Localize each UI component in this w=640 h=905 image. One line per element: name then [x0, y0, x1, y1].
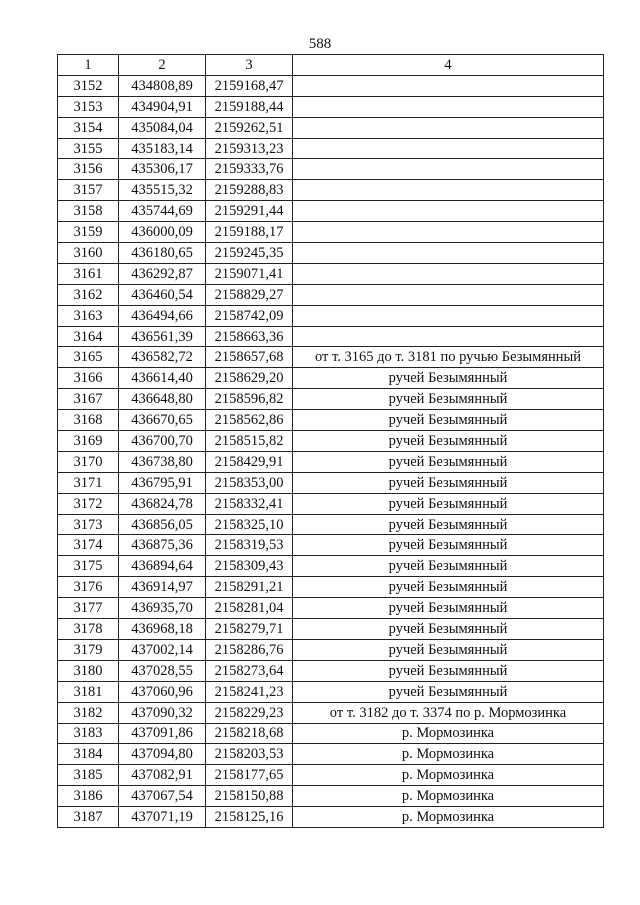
coordinates-table: [57, 54, 604, 828]
point-number-cell: 3158: [58, 201, 119, 222]
x-coordinate-cell: 436180,65: [119, 243, 206, 264]
table-row: [58, 243, 604, 264]
y-coordinate-cell: 2158229,23: [206, 702, 293, 723]
point-number-cell: 3175: [58, 556, 119, 577]
point-number-cell: 3166: [58, 368, 119, 389]
point-number-cell: 3168: [58, 410, 119, 431]
table-row: [58, 493, 604, 514]
point-number-cell: 3179: [58, 639, 119, 660]
table-row: [58, 180, 604, 201]
description-cell: р. Мормозинка: [293, 744, 604, 765]
y-coordinate-cell: 2159262,51: [206, 117, 293, 138]
table-row: [58, 159, 604, 180]
point-number-cell: 3153: [58, 96, 119, 117]
y-coordinate-cell: 2158353,00: [206, 472, 293, 493]
y-coordinate-cell: 2158319,53: [206, 535, 293, 556]
x-coordinate-cell: 436738,80: [119, 451, 206, 472]
table-body: [58, 55, 604, 828]
description-cell: ручей Безымянный: [293, 660, 604, 681]
x-coordinate-cell: 436935,70: [119, 598, 206, 619]
y-coordinate-cell: 2159313,23: [206, 138, 293, 159]
point-number-cell: 3176: [58, 577, 119, 598]
description-cell: [293, 138, 604, 159]
point-number-cell: 3163: [58, 305, 119, 326]
y-coordinate-cell: 2159245,35: [206, 243, 293, 264]
description-cell: [293, 305, 604, 326]
description-cell: ручей Безымянный: [293, 577, 604, 598]
x-coordinate-cell: 437060,96: [119, 681, 206, 702]
y-coordinate-cell: 2158663,36: [206, 326, 293, 347]
point-number-cell: 3186: [58, 786, 119, 807]
x-coordinate-cell: 437094,80: [119, 744, 206, 765]
y-coordinate-cell: 2158515,82: [206, 431, 293, 452]
table-row: [58, 368, 604, 389]
y-coordinate-cell: 2158218,68: [206, 723, 293, 744]
point-number-cell: 3172: [58, 493, 119, 514]
page-number: 588: [308, 36, 332, 52]
y-coordinate-cell: 2158657,68: [206, 347, 293, 368]
table-row: [58, 639, 604, 660]
table-row: [58, 347, 604, 368]
y-coordinate-cell: 2158332,41: [206, 493, 293, 514]
table-row: [58, 451, 604, 472]
table-row: [58, 765, 604, 786]
x-coordinate-cell: 435306,17: [119, 159, 206, 180]
table-row: [58, 577, 604, 598]
x-coordinate-cell: 437002,14: [119, 639, 206, 660]
description-cell: ручей Безымянный: [293, 410, 604, 431]
x-coordinate-cell: 437028,55: [119, 660, 206, 681]
description-cell: ручей Безымянный: [293, 681, 604, 702]
y-coordinate-cell: 2158281,04: [206, 598, 293, 619]
table-row: [58, 598, 604, 619]
x-coordinate-cell: 436460,54: [119, 284, 206, 305]
table-row: [58, 96, 604, 117]
x-coordinate-cell: 436561,39: [119, 326, 206, 347]
description-cell: [293, 96, 604, 117]
table-row: [58, 117, 604, 138]
description-cell: [293, 243, 604, 264]
point-number-cell: 3155: [58, 138, 119, 159]
y-coordinate-cell: 2158309,43: [206, 556, 293, 577]
point-number-cell: 3187: [58, 807, 119, 828]
x-coordinate-cell: 436700,70: [119, 431, 206, 452]
table-row: [58, 702, 604, 723]
table-row: [58, 514, 604, 535]
y-coordinate-cell: 2158241,23: [206, 681, 293, 702]
y-coordinate-cell: 2158429,91: [206, 451, 293, 472]
table-row: [58, 222, 604, 243]
description-cell: [293, 222, 604, 243]
x-coordinate-cell: 437082,91: [119, 765, 206, 786]
description-cell: [293, 180, 604, 201]
x-coordinate-cell: 437067,54: [119, 786, 206, 807]
point-number-cell: 3152: [58, 75, 119, 96]
x-coordinate-cell: 437071,19: [119, 807, 206, 828]
table-row: [58, 201, 604, 222]
table-row: [58, 138, 604, 159]
x-coordinate-cell: 436670,65: [119, 410, 206, 431]
y-coordinate-cell: 2158286,76: [206, 639, 293, 660]
description-cell: [293, 117, 604, 138]
description-cell: ручей Безымянный: [293, 389, 604, 410]
column-header-1: 1: [58, 55, 119, 76]
x-coordinate-cell: 434904,91: [119, 96, 206, 117]
x-coordinate-cell: 436856,05: [119, 514, 206, 535]
description-cell: ручей Безымянный: [293, 639, 604, 660]
table-row: [58, 786, 604, 807]
y-coordinate-cell: 2159188,17: [206, 222, 293, 243]
point-number-cell: 3160: [58, 243, 119, 264]
x-coordinate-cell: 434808,89: [119, 75, 206, 96]
point-number-cell: 3167: [58, 389, 119, 410]
x-coordinate-cell: 436795,91: [119, 472, 206, 493]
point-number-cell: 3180: [58, 660, 119, 681]
table-row: [58, 660, 604, 681]
y-coordinate-cell: 2158562,86: [206, 410, 293, 431]
point-number-cell: 3162: [58, 284, 119, 305]
point-number-cell: 3181: [58, 681, 119, 702]
x-coordinate-cell: 436824,78: [119, 493, 206, 514]
description-cell: [293, 326, 604, 347]
table-header-row: [58, 55, 604, 76]
y-coordinate-cell: 2159071,41: [206, 263, 293, 284]
point-number-cell: 3182: [58, 702, 119, 723]
y-coordinate-cell: 2158125,16: [206, 807, 293, 828]
y-coordinate-cell: 2159168,47: [206, 75, 293, 96]
x-coordinate-cell: 436614,40: [119, 368, 206, 389]
table-row: [58, 410, 604, 431]
point-number-cell: 3154: [58, 117, 119, 138]
point-number-cell: 3170: [58, 451, 119, 472]
x-coordinate-cell: 437090,32: [119, 702, 206, 723]
column-header-3: 3: [206, 55, 293, 76]
y-coordinate-cell: 2158273,64: [206, 660, 293, 681]
table-row: [58, 389, 604, 410]
description-cell: ручей Безымянный: [293, 514, 604, 535]
point-number-cell: 3165: [58, 347, 119, 368]
x-coordinate-cell: 436648,80: [119, 389, 206, 410]
description-cell: [293, 284, 604, 305]
description-cell: ручей Безымянный: [293, 598, 604, 619]
y-coordinate-cell: 2158325,10: [206, 514, 293, 535]
x-coordinate-cell: 435183,14: [119, 138, 206, 159]
point-number-cell: 3173: [58, 514, 119, 535]
x-coordinate-cell: 436292,87: [119, 263, 206, 284]
description-cell: [293, 201, 604, 222]
point-number-cell: 3169: [58, 431, 119, 452]
description-cell: ручей Безымянный: [293, 451, 604, 472]
y-coordinate-cell: 2159291,44: [206, 201, 293, 222]
y-coordinate-cell: 2158279,71: [206, 619, 293, 640]
x-coordinate-cell: 435084,04: [119, 117, 206, 138]
table-row: [58, 681, 604, 702]
point-number-cell: 3171: [58, 472, 119, 493]
x-coordinate-cell: 436494,66: [119, 305, 206, 326]
y-coordinate-cell: 2158596,82: [206, 389, 293, 410]
description-cell: р. Мормозинка: [293, 765, 604, 786]
description-cell: от т. 3165 до т. 3181 по ручью Безымянный: [293, 347, 604, 368]
table-row: [58, 535, 604, 556]
description-cell: ручей Безымянный: [293, 472, 604, 493]
table-row: [58, 75, 604, 96]
table-row: [58, 431, 604, 452]
x-coordinate-cell: 436875,36: [119, 535, 206, 556]
point-number-cell: 3185: [58, 765, 119, 786]
y-coordinate-cell: 2158291,21: [206, 577, 293, 598]
table-row: [58, 284, 604, 305]
point-number-cell: 3183: [58, 723, 119, 744]
x-coordinate-cell: 435515,32: [119, 180, 206, 201]
x-coordinate-cell: 436968,18: [119, 619, 206, 640]
point-number-cell: 3177: [58, 598, 119, 619]
y-coordinate-cell: 2159333,76: [206, 159, 293, 180]
table-row: [58, 326, 604, 347]
table-row: [58, 744, 604, 765]
y-coordinate-cell: 2158150,88: [206, 786, 293, 807]
description-cell: [293, 75, 604, 96]
table-row: [58, 619, 604, 640]
column-header-2: 2: [119, 55, 206, 76]
description-cell: от т. 3182 до т. 3374 по р. Мормозинка: [293, 702, 604, 723]
y-coordinate-cell: 2158829,27: [206, 284, 293, 305]
table-row: [58, 263, 604, 284]
x-coordinate-cell: 436894,64: [119, 556, 206, 577]
table-row: [58, 472, 604, 493]
point-number-cell: 3164: [58, 326, 119, 347]
description-cell: ручей Безымянный: [293, 368, 604, 389]
table-row: [58, 723, 604, 744]
x-coordinate-cell: 435744,69: [119, 201, 206, 222]
table-row: [58, 305, 604, 326]
point-number-cell: 3156: [58, 159, 119, 180]
point-number-cell: 3157: [58, 180, 119, 201]
description-cell: ручей Безымянный: [293, 493, 604, 514]
point-number-cell: 3174: [58, 535, 119, 556]
point-number-cell: 3184: [58, 744, 119, 765]
x-coordinate-cell: 436914,97: [119, 577, 206, 598]
description-cell: [293, 159, 604, 180]
point-number-cell: 3161: [58, 263, 119, 284]
x-coordinate-cell: 437091,86: [119, 723, 206, 744]
y-coordinate-cell: 2159188,44: [206, 96, 293, 117]
description-cell: ручей Безымянный: [293, 619, 604, 640]
description-cell: ручей Безымянный: [293, 431, 604, 452]
description-cell: ручей Безымянный: [293, 556, 604, 577]
column-header-4: 4: [293, 55, 604, 76]
x-coordinate-cell: 436582,72: [119, 347, 206, 368]
y-coordinate-cell: 2158203,53: [206, 744, 293, 765]
description-cell: р. Мормозинка: [293, 723, 604, 744]
description-cell: р. Мормозинка: [293, 807, 604, 828]
point-number-cell: 3159: [58, 222, 119, 243]
point-number-cell: 3178: [58, 619, 119, 640]
y-coordinate-cell: 2159288,83: [206, 180, 293, 201]
x-coordinate-cell: 436000,09: [119, 222, 206, 243]
y-coordinate-cell: 2158742,09: [206, 305, 293, 326]
y-coordinate-cell: 2158177,65: [206, 765, 293, 786]
y-coordinate-cell: 2158629,20: [206, 368, 293, 389]
description-cell: [293, 263, 604, 284]
description-cell: р. Мормозинка: [293, 786, 604, 807]
description-cell: ручей Безымянный: [293, 535, 604, 556]
table-row: [58, 807, 604, 828]
table-row: [58, 556, 604, 577]
